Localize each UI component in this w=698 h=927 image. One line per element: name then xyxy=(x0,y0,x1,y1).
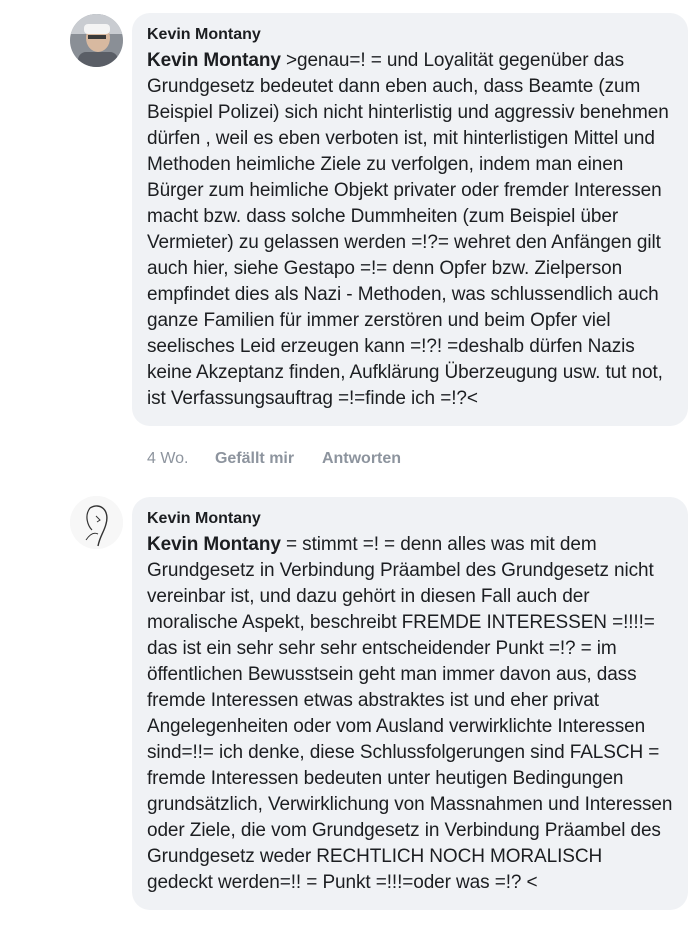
comment-author[interactable]: Kevin Montany xyxy=(147,510,261,527)
comment-bubble xyxy=(132,13,688,426)
avatar[interactable] xyxy=(70,14,123,67)
comment-actions xyxy=(147,450,425,468)
mention-author[interactable]: Kevin Montany xyxy=(147,50,281,71)
comment-timestamp[interactable]: 4 Wo. xyxy=(147,450,189,467)
comment-author[interactable]: Kevin Montany xyxy=(147,26,261,43)
reply-button[interactable]: Antworten xyxy=(321,450,402,467)
comment-body: = stimmt =! = denn alles was mit dem Grundgesetz in Verbindung Präambel des Grundgesetz nicht vereinbar ist, und dazu gehört in diesen Fall auch der moralische Aspekt, beschreibt FREMDE INTERESSEN =!!!!= das ist ein sehr sehr sehr entscheidender Punkt =!? = im öffentlichen Bewusstsein geht man immer davon aus, dass fremde Interessen etwas abstraktes ist und eher privat Angelegenheiten oder vom Ausland verwirklichte Interessen sind=!!= ich denke, diese Schlussfolgerungen sind FALSCH = fremde Interessen bedeuten unter heutigen Bedingungen grundsätzlich, Verwirklichung von Massnahmen und Interessen oder Ziele, die vom Grundgesetz in Verbindung Präambel des Grundgesetz weder RECHTLICH NOCH MORALISCH gedeckt werden=!! = Punkt =!!!=oder was =!? < xyxy=(147,534,673,893)
mention-author[interactable]: Kevin Montany xyxy=(147,534,281,555)
comment-body: >genau=! = und Loyalität gegenüber das Grundgesetz bedeutet dann eben auch, dass Beamte (zum Beispiel Polizei) sich nicht hinterlistig und aggressiv benehmen dürfen , weil es eben verboten ist, mit hinterlistigen Mittel und Methoden heimliche Ziele zu verfolgen, indem man einen Bürger zum heimliche Objekt privater oder fremder Interessen macht bzw. dass solche Dummheiten (zum Beispiel über Vermieter) zu gelassen werden =!?= wehret den Anfängen gilt auch hier, siehe Gestapo =!= denn Opfer bzw. Zielperson empfindet dies als Nazi - Methoden, was schlussendlich auch ganze Familien für immer zerstören und beim Opfer viel seelisches Leid erzeugen kann =!?! =deshalb dürfen Nazis keine Akzeptanz finden, Aufklärung Überzeugung usw. tut not, ist Verfassungsauftrag =!=finde ich =!?< xyxy=(147,50,669,409)
comment-bubble xyxy=(132,497,688,910)
comment-text xyxy=(147,532,673,896)
avatar[interactable] xyxy=(70,496,123,549)
comment-text xyxy=(147,48,673,412)
like-button[interactable]: Gefällt mir xyxy=(214,450,295,467)
